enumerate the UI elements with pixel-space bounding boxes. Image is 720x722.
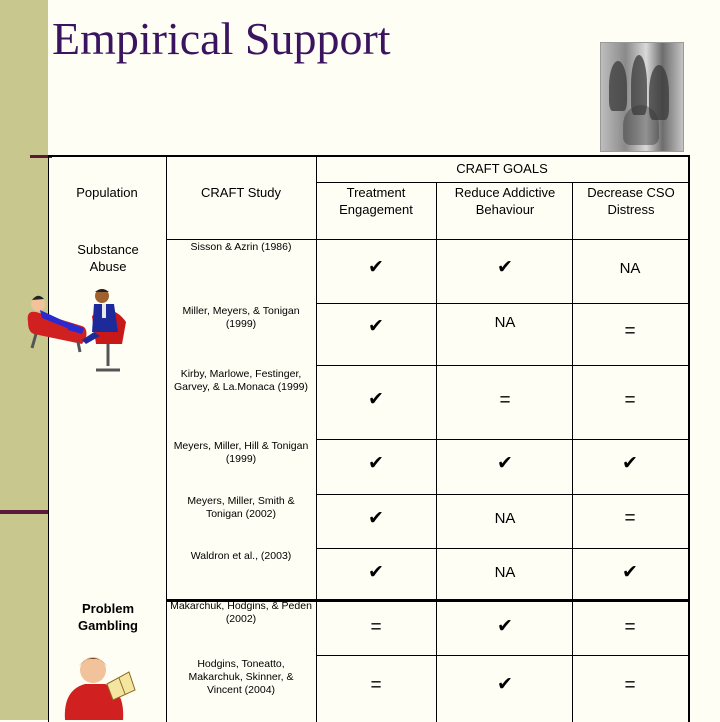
- table-row-distress: =: [624, 675, 636, 696]
- table-row-engagement: ✔: [368, 389, 384, 410]
- table-row-reduce: ✔: [497, 453, 513, 474]
- table-row-reduce: NA: [494, 564, 516, 581]
- table-row-distress: ✔: [622, 453, 638, 474]
- table-row-reduce: ✔: [497, 257, 513, 278]
- table-row-reduce: NA: [494, 510, 516, 527]
- table-row-distress: =: [624, 508, 636, 529]
- col-header-reduce: Reduce Addictive Behaviour: [454, 185, 556, 217]
- table-row-distress: NA: [619, 260, 641, 277]
- col-header-population: Population: [76, 185, 138, 200]
- table-row-engagement: =: [370, 675, 382, 696]
- population-substance-abuse: Substance Abuse: [77, 242, 139, 274]
- table-row-distress: =: [624, 617, 636, 638]
- table-row-study: Miller, Meyers, & Tonigan (1999): [182, 305, 300, 330]
- table-row-engagement: ✔: [368, 257, 384, 278]
- reading-person-clipart: [55, 650, 140, 720]
- table-row-engagement: ✔: [368, 316, 384, 337]
- table-row-study: Waldron et al., (2003): [190, 550, 292, 562]
- table-row-reduce: ✔: [497, 616, 513, 637]
- table-row-engagement: ✔: [368, 508, 384, 529]
- col-header-distress: Decrease CSO Distress: [587, 185, 675, 217]
- table-row-engagement: =: [370, 617, 382, 638]
- table-row-study: Makarchuk, Hodgins, & Peden (2002): [170, 600, 312, 625]
- group-photo: [600, 42, 684, 152]
- craft-goals-header: CRAFT GOALS: [456, 161, 548, 176]
- col-header-engagement: Treatment Engagement: [339, 185, 413, 217]
- slide-title: Empirical Support: [52, 13, 391, 64]
- table-row-reduce: =: [499, 390, 511, 411]
- table-row-distress: ✔: [622, 562, 638, 583]
- table-row-study: Sisson & Azrin (1986): [190, 241, 292, 253]
- table-row-study: Hodgins, Toneatto, Makarchuk, Skinner, & Vincent (2004): [188, 658, 294, 696]
- table-row-distress: =: [624, 390, 636, 411]
- table-row-reduce: ✔: [497, 674, 513, 695]
- table-row-distress: =: [624, 321, 636, 342]
- table-row-study: Meyers, Miller, Smith & Tonigan (2002): [187, 495, 295, 520]
- table-row-engagement: ✔: [368, 453, 384, 474]
- table-row-engagement: ✔: [368, 562, 384, 583]
- table-row-reduce: NA: [494, 314, 516, 331]
- col-header-study: CRAFT Study: [201, 185, 281, 200]
- table-row-study: Kirby, Marlowe, Festinger, Garvey, & La.Monaca (1999): [173, 368, 309, 393]
- left-accent-divider: [0, 510, 48, 514]
- therapy-session-clipart: [22, 282, 142, 380]
- table-row-study: Meyers, Miller, Hill & Tonigan (1999): [173, 440, 309, 465]
- population-problem-gambling: Problem Gambling: [78, 601, 138, 633]
